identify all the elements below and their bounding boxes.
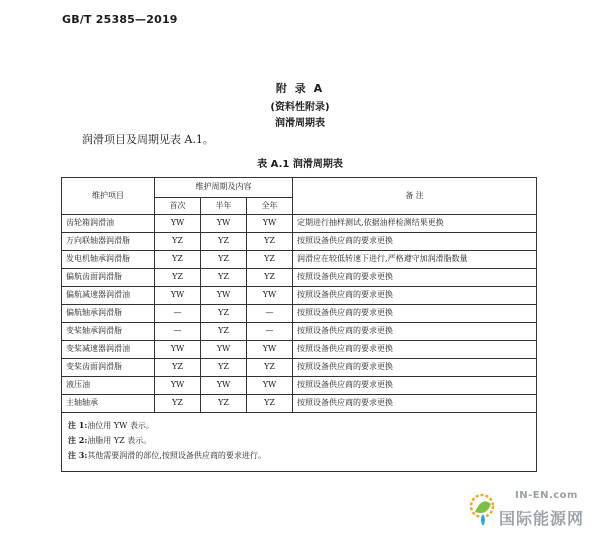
table-row	[62, 269, 537, 287]
table-row	[62, 341, 537, 359]
cell-first: YW	[155, 377, 201, 395]
table-row	[62, 305, 537, 323]
cell-remark: 按照设备供应商的要求更换	[293, 287, 537, 305]
cell-remark: 按照设备供应商的要求更换	[293, 395, 537, 413]
cell-half-year: YZ	[201, 323, 247, 341]
note-text: 其他需要润滑的部位,按照设备供应商的要求进行。	[87, 451, 266, 460]
cell-remark: 按照设备供应商的要求更换	[293, 233, 537, 251]
table-row	[62, 359, 537, 377]
cell-full-year: YW	[247, 341, 293, 359]
appendix-subtitle: (资料性附录)	[270, 102, 330, 113]
header-half-year: 半年	[201, 198, 247, 215]
in-en-logo-icon	[465, 490, 499, 530]
cell-first: YZ	[155, 233, 201, 251]
note-label: 注 2:	[68, 435, 88, 445]
cell-first: YZ	[155, 269, 201, 287]
appendix-title: 附 录 A	[275, 82, 325, 95]
table-title: 表 A.1 润滑周期表	[257, 159, 343, 170]
note-item	[68, 418, 530, 433]
header-first: 首次	[155, 198, 201, 215]
watermark-en: IN-EN.com	[515, 490, 578, 501]
cell-full-year: YW	[247, 215, 293, 233]
cell-item: 液压油	[62, 377, 155, 395]
table-row	[62, 287, 537, 305]
header-cycle-group: 维护周期及内容	[155, 178, 293, 198]
watermark-cn: 国际能源网	[499, 509, 585, 528]
note-label: 注 1:	[68, 420, 88, 430]
standard-number: GB/T 25385—2019	[62, 13, 178, 26]
cell-item: 偏航减速器润滑油	[62, 287, 155, 305]
appendix-name: 润滑周期表	[275, 118, 325, 129]
cell-half-year: YZ	[201, 305, 247, 323]
table-notes-row	[62, 413, 537, 472]
cell-half-year: YW	[201, 287, 247, 305]
cell-half-year: YZ	[201, 395, 247, 413]
cell-remark: 定期进行抽样测试,依据油样检测结果更换	[293, 215, 537, 233]
cell-first: YW	[155, 341, 201, 359]
intro-text: 润滑项目及周期见表 A.1。	[82, 133, 214, 146]
note-text: 油脂用 YZ 表示。	[87, 436, 152, 445]
cell-half-year: YZ	[201, 359, 247, 377]
cell-remark: 润滑应在较低转速下进行,严格遵守加润滑脂数量	[293, 251, 537, 269]
cell-half-year: YW	[201, 341, 247, 359]
note-text: 油位用 YW 表示。	[87, 421, 154, 430]
cell-first: —	[155, 323, 201, 341]
table-row	[62, 215, 537, 233]
cell-item: 发电机轴承润滑脂	[62, 251, 155, 269]
cell-first: YW	[155, 215, 201, 233]
cell-item: 万向联轴器润滑脂	[62, 233, 155, 251]
lubrication-cycle-table	[61, 177, 537, 472]
note-label: 注 3:	[68, 450, 88, 460]
cell-item: 偏航齿面润滑脂	[62, 269, 155, 287]
table-header-row	[62, 178, 537, 198]
cell-item: 变桨轴承润滑脂	[62, 323, 155, 341]
cell-remark: 按照设备供应商的要求更换	[293, 341, 537, 359]
cell-item: 变桨齿面润滑脂	[62, 359, 155, 377]
cell-full-year: YZ	[247, 269, 293, 287]
note-item	[68, 433, 530, 448]
cell-full-year: —	[247, 305, 293, 323]
cell-remark: 按照设备供应商的要求更换	[293, 305, 537, 323]
cell-half-year: YZ	[201, 233, 247, 251]
table-row	[62, 323, 537, 341]
cell-half-year: YW	[201, 377, 247, 395]
header-full-year: 全年	[247, 198, 293, 215]
cell-first: YZ	[155, 251, 201, 269]
watermark-logo	[465, 486, 595, 534]
cell-item: 主轴轴承	[62, 395, 155, 413]
cell-item: 变桨减速器润滑油	[62, 341, 155, 359]
table-row	[62, 377, 537, 395]
cell-full-year: YZ	[247, 395, 293, 413]
cell-remark: 按照设备供应商的要求更换	[293, 377, 537, 395]
header-remark: 备 注	[293, 178, 537, 215]
cell-full-year: YZ	[247, 251, 293, 269]
cell-full-year: —	[247, 323, 293, 341]
cell-full-year: YZ	[247, 359, 293, 377]
cell-half-year: YW	[201, 215, 247, 233]
cell-first: YZ	[155, 359, 201, 377]
cell-first: YZ	[155, 395, 201, 413]
note-item	[68, 448, 530, 463]
cell-item: 齿轮箱润滑油	[62, 215, 155, 233]
table-row	[62, 251, 537, 269]
cell-full-year: YW	[247, 287, 293, 305]
cell-remark: 按照设备供应商的要求更换	[293, 323, 537, 341]
cell-full-year: YZ	[247, 233, 293, 251]
table-notes	[62, 413, 537, 472]
cell-remark: 按照设备供应商的要求更换	[293, 359, 537, 377]
table-row	[62, 233, 537, 251]
cell-half-year: YZ	[201, 269, 247, 287]
header-item: 维护项目	[62, 178, 155, 215]
cell-half-year: YZ	[201, 251, 247, 269]
cell-first: YW	[155, 287, 201, 305]
cell-item: 偏航轴承润滑脂	[62, 305, 155, 323]
cell-first: —	[155, 305, 201, 323]
cell-remark: 按照设备供应商的要求更换	[293, 269, 537, 287]
cell-full-year: YW	[247, 377, 293, 395]
table-row	[62, 395, 537, 413]
